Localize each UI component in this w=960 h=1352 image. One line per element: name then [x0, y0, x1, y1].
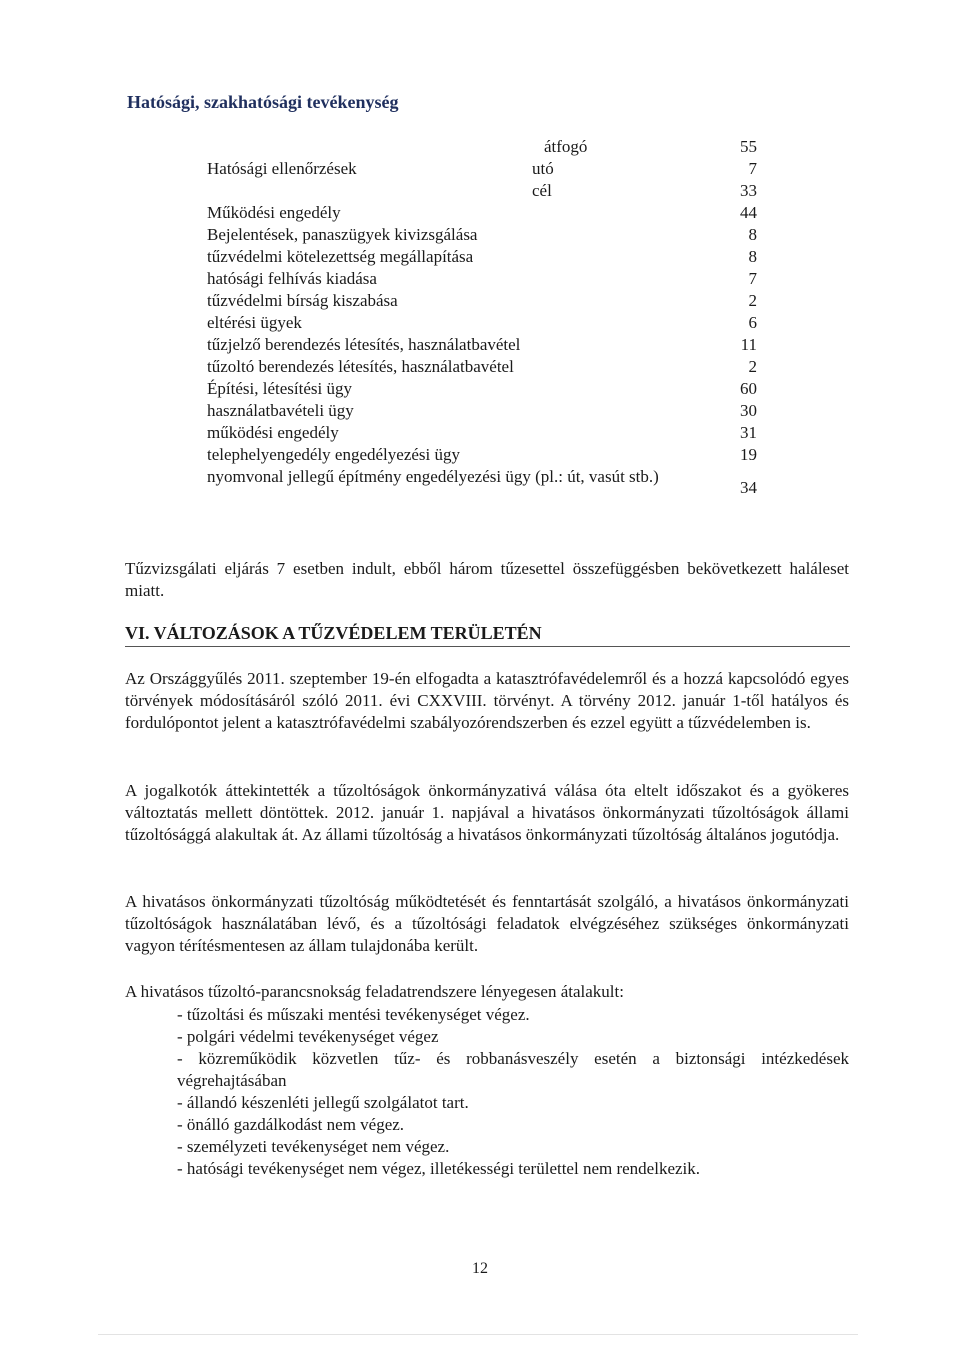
stats-label: Építési, létesítési ügy — [207, 379, 352, 398]
stats-sublabel: átfogó — [544, 137, 588, 156]
section-title: Hatósági, szakhatósági tevékenység — [127, 92, 399, 112]
stats-row — [207, 466, 757, 510]
stats-value: 8 — [748, 247, 757, 266]
paragraph-assets: A hivatásos önkormányzati tűzoltóság működtetését és fenntartását szolgáló, a hivatásos önkormányzati tűzoltóságok használatában lévő, és a tűzoltósági feladatok elvégzéséhez szükséges önkormányzati vagyon térítésmentesen az állam tulajdonába került. — [125, 892, 849, 955]
stats-value: 2 — [748, 291, 757, 310]
list-item: - hatósági tevékenységet nem végez, illetékességi területtel nem rendelkezik. — [177, 1159, 701, 1178]
stats-label: tűzoltó berendezés létesítés, használatbavétel — [207, 357, 514, 376]
stats-value: 19 — [740, 445, 757, 464]
stats-label: használatbavételi ügy — [207, 401, 354, 420]
stats-value: 44 — [740, 203, 757, 222]
stats-label: Bejelentések, panaszügyek kivizsgálása — [207, 225, 478, 244]
stats-label: Hatósági ellenőrzések — [207, 159, 357, 178]
stats-label: telephelyengedély engedélyezési ügy — [207, 445, 460, 464]
stats-sublabel: utó — [532, 159, 554, 178]
stats-value: 11 — [740, 335, 757, 354]
stats-row — [207, 246, 757, 268]
stats-row — [207, 290, 757, 312]
stats-value: 30 — [740, 401, 757, 420]
stats-row — [207, 224, 757, 246]
stats-value: 8 — [748, 225, 757, 244]
stats-sublabel: cél — [532, 181, 552, 200]
stats-label: Működési engedély — [207, 203, 341, 222]
stats-row — [207, 356, 757, 378]
stats-label: eltérési ügyek — [207, 313, 302, 332]
heading-underline — [125, 646, 850, 647]
stats-row — [207, 422, 757, 444]
stats-label: működési engedély — [207, 423, 339, 442]
list-item: - személyzeti tevékenységet nem végez. — [177, 1137, 450, 1156]
stats-table — [207, 136, 757, 510]
stats-label: nyomvonal jellegű építmény engedélyezési ügy (pl.: út, vasút stb.) — [207, 467, 659, 486]
stats-value: 7 — [748, 269, 757, 288]
stats-label: hatósági felhívás kiadása — [207, 269, 377, 288]
list-item: - tűzoltási és műszaki mentési tevékenységet végez. — [177, 1005, 530, 1024]
stats-row — [207, 158, 757, 180]
chapter-heading: VI. VÁLTOZÁSOK A TŰZVÉDELEM TERÜLETÉN — [125, 623, 542, 643]
list-item: - polgári védelmi tevékenységet végez — [177, 1027, 439, 1046]
stats-row — [207, 444, 757, 466]
stats-row — [207, 268, 757, 290]
paragraph-law: Az Országgyűlés 2011. szeptember 19-én elfogadta a katasztrófavédelemről és a hozzá kapcsolódó egyes törvények módosításáról szóló 2011. évi CXXVIII. törvényt. A törvény 2012. január 1-től hatályos és fordulópontot jelent a katasztrófavédelmi szabályozórendszerben és ezzel együtt a tűzvédelemben is. — [125, 669, 849, 732]
tasks-list — [177, 1004, 849, 1180]
stats-row — [207, 180, 757, 202]
stats-label: tűzvédelmi kötelezettség megállapítása — [207, 247, 474, 266]
list-item: - önálló gazdálkodást nem végez. — [177, 1115, 405, 1134]
bottom-divider — [98, 1334, 858, 1335]
stats-row — [207, 400, 757, 422]
stats-label: tűzvédelmi bírság kiszabása — [207, 291, 398, 310]
stats-row — [207, 378, 757, 400]
stats-row — [207, 202, 757, 224]
paragraph-legislators: A jogalkotók áttekintették a tűzoltóságok önkormányzativá válása óta eltelt időszakot és a gyökeres változtatás mellett döntöttek. 2012. január 1. napjával a hivatásos önkormányzati tűzoltóságok állami tűzoltósággá alakultak át. Az állami tűzoltóság a hivatásos önkormányzati tűzoltóság általános jogutódja. — [125, 781, 849, 844]
stats-value: 2 — [748, 357, 757, 376]
stats-value: 6 — [748, 313, 757, 332]
stats-row — [207, 334, 757, 356]
list-item: - állandó készenléti jellegű szolgálatot tart. — [177, 1093, 469, 1112]
fire-investigation-paragraph: Tűzvizsgálati eljárás 7 esetben indult, ebből három tűzesettel összefüggésben bekövetkezett haláleset miatt. — [125, 559, 849, 600]
stats-value: 34 — [740, 478, 757, 497]
paragraph-tasks-intro: A hivatásos tűzoltó-parancsnokság feladatrendszere lényegesen átalakult: — [125, 982, 624, 1001]
stats-value: 60 — [740, 379, 757, 398]
list-item: - közreműködik közvetlen tűz- és robbanásveszély esetén a biztonsági intézkedések végrehajtásában — [177, 1049, 849, 1090]
page-number: 12 — [472, 1260, 488, 1277]
stats-value: 31 — [740, 423, 757, 442]
stats-label: tűzjelző berendezés létesítés, használatbavétel — [207, 335, 521, 354]
stats-row — [207, 136, 757, 158]
stats-value: 55 — [740, 137, 757, 156]
stats-value: 33 — [740, 181, 757, 200]
stats-row — [207, 312, 757, 334]
stats-value: 7 — [748, 159, 757, 178]
